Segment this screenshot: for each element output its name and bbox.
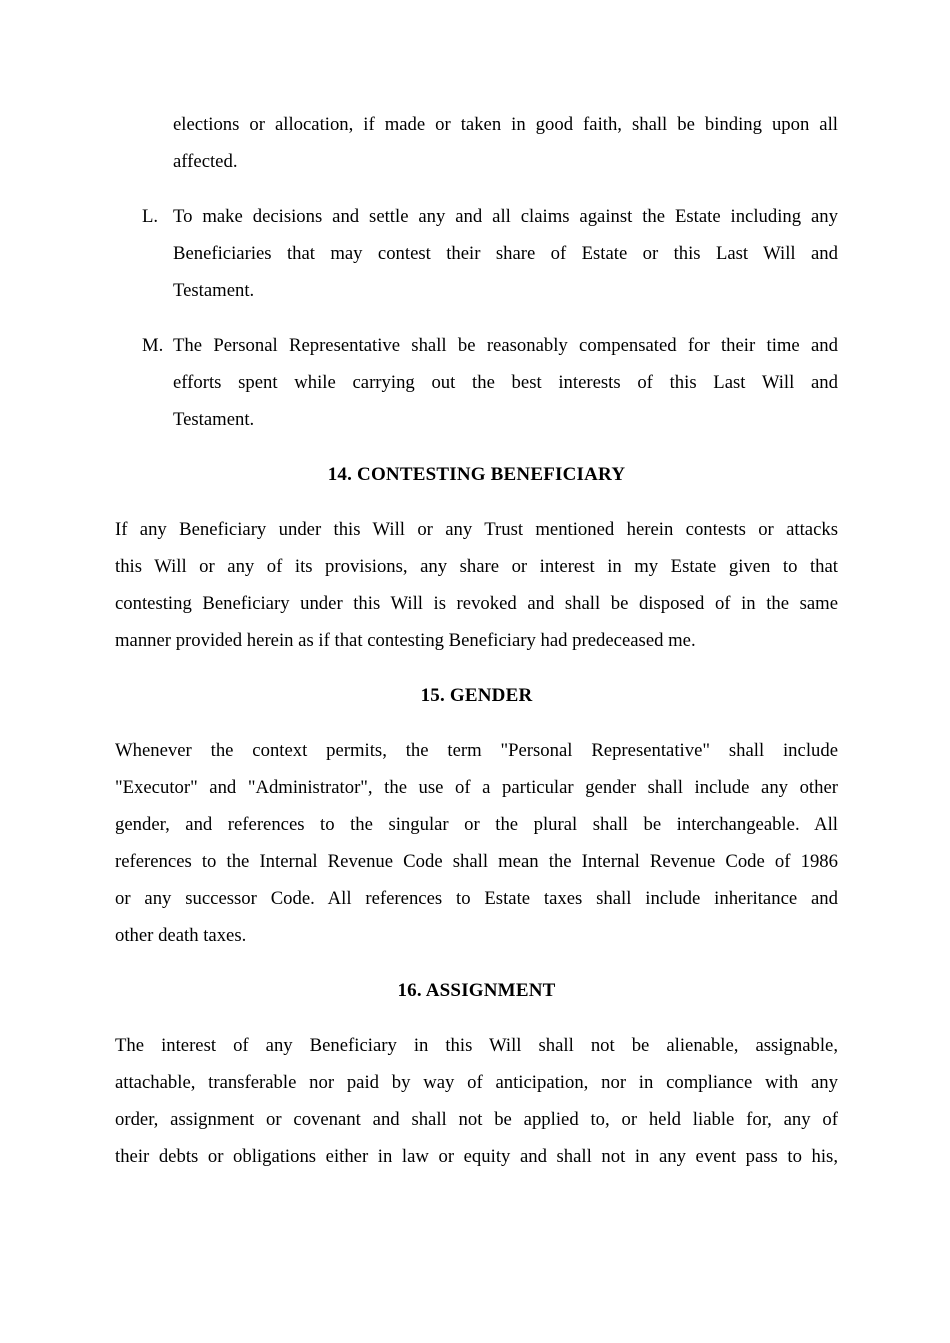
paragraph-line: The Personal Representative shall be reasonably compensated for their time and	[173, 335, 838, 356]
paragraph-line: manner provided herein as if that contesting Beneficiary had predeceased me.	[115, 630, 696, 651]
page-content	[115, 106, 838, 1193]
list-marker: L.	[142, 206, 159, 227]
section-14-paragraph	[115, 511, 838, 659]
paragraph-line: other death taxes.	[115, 925, 247, 946]
list-marker: M.	[142, 335, 164, 356]
paragraph-line: Beneficiaries that may contest their share of Estate or this Last Will and	[173, 243, 838, 264]
paragraph-line: "Executor" and "Administrator", the use of a particular gender shall include any other	[115, 777, 838, 798]
paragraph-line: references to the Internal Revenue Code shall mean the Internal Revenue Code of 1986	[115, 851, 838, 872]
section-16-paragraph	[115, 1027, 838, 1175]
paragraph-line: elections or allocation, if made or taken in good faith, shall be binding upon all	[173, 114, 838, 135]
list-item-l	[142, 198, 838, 309]
paragraph-line: If any Beneficiary under this Will or any Trust mentioned herein contests or attacks	[115, 519, 838, 540]
section-15-paragraph	[115, 732, 838, 954]
paragraph-line: contesting Beneficiary under this Will is revoked and shall be disposed of in the same	[115, 593, 838, 614]
section-heading-assignment: 16. ASSIGNMENT	[397, 980, 556, 1001]
paragraph-line: Testament.	[173, 280, 255, 301]
paragraph-line: affected.	[173, 151, 238, 172]
paragraph-line: To make decisions and settle any and all claims against the Estate including any	[173, 206, 838, 227]
paragraph-line: order, assignment or covenant and shall not be applied to, or held liable for, any of	[115, 1109, 838, 1130]
paragraph-line: efforts spent while carrying out the best interests of this Last Will and	[173, 372, 838, 393]
paragraph-line: Whenever the context permits, the term "Personal Representative" shall include	[115, 740, 838, 761]
paragraph-line: attachable, transferable nor paid by way of anticipation, nor in compliance with any	[115, 1072, 838, 1093]
list-continuation-paragraph	[173, 106, 838, 180]
paragraph-line: The interest of any Beneficiary in this Will shall not be alienable, assignable,	[115, 1035, 838, 1056]
list-item-m	[142, 327, 838, 438]
section-heading-contesting-beneficiary: 14. CONTESTING BENEFICIARY	[327, 464, 626, 485]
paragraph-line: this Will or any of its provisions, any share or interest in my Estate given to that	[115, 556, 838, 577]
paragraph-line: gender, and references to the singular or the plural shall be interchangeable. All	[115, 814, 838, 835]
paragraph-line: or any successor Code. All references to Estate taxes shall include inheritance and	[115, 888, 838, 909]
section-heading-gender: 15. GENDER	[420, 685, 533, 706]
paragraph-line: their debts or obligations either in law or equity and shall not in any event pass to his,	[115, 1146, 838, 1167]
paragraph-line: Testament.	[173, 409, 255, 430]
